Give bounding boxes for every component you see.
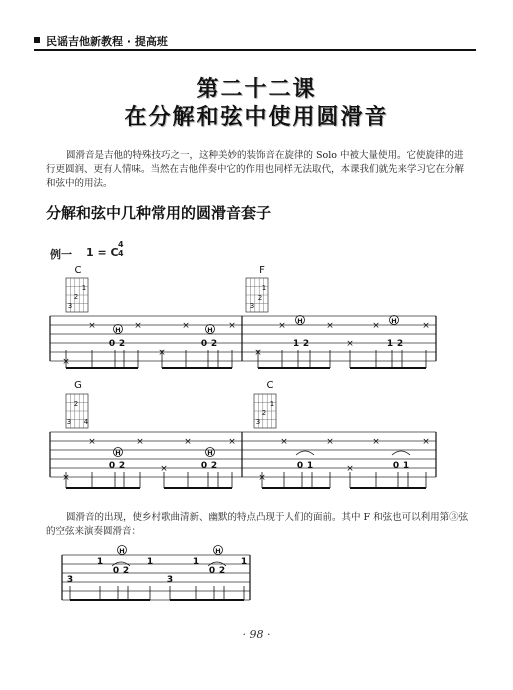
tab-row1-mute: × [278,321,286,331]
chord-diagram-f-finger: 3 [249,302,255,310]
tab-row1-mute: × [254,348,262,358]
chord-diagram-g-finger: 4 [83,418,89,426]
tab-row2-mute: × [88,437,96,447]
tab-fret-number: 0 [112,566,120,576]
tab-row1-mute: × [346,339,354,349]
chord-name-c2: C [266,380,274,391]
tab-fret-number: 0 [208,566,216,576]
chord-diagram-c2-finger: 2 [261,409,267,417]
tab-row2-mute: × [258,473,266,483]
tab-fret-number: 2 [302,339,310,349]
chord-diagram-c-finger: 1 [81,284,87,292]
tab-row2-mute: × [228,437,236,447]
key-signature: 1 = C [86,246,119,259]
hammer-on-r1d-letter: H [391,317,397,325]
tab-row2-mute: × [372,437,380,447]
tab-fret-number: 1 [146,557,154,567]
lesson-title: 在分解和弦中使用圆滑音 [124,105,389,130]
slur-r2b [392,451,410,455]
tab-fret-number: 0 [108,461,116,471]
tab-row1-mute: × [372,321,380,331]
tab-fret-number: 0 [108,339,116,349]
hammer-on-r1c-letter: H [297,317,303,325]
tab-row1-mute: × [134,321,142,331]
tab-row1-mute: × [422,321,430,331]
example-label: 例一 [50,248,72,261]
chord-diagram-c2-finger: 3 [255,418,261,426]
chord-diagram-f-finger: 2 [257,294,263,302]
tab-fret-number: 2 [218,566,226,576]
slur-r2a [296,451,314,455]
tab-fret-number: 0 [392,461,400,471]
tab-row2-mute: × [422,437,430,447]
time-signature-bottom: 4 [118,249,124,258]
page-number: · 98 · [242,628,271,641]
tab-fret-number: 2 [118,339,126,349]
tab-fret-number: 2 [122,566,130,576]
tab-row2-mute: × [326,437,334,447]
tab-fret-number: 0 [200,461,208,471]
tab-row1-mute: × [228,321,236,331]
tab-row1-mute: × [88,321,96,331]
chord-diagram-c2-finger: 1 [269,400,275,408]
tab-row2-mute: × [184,437,192,447]
tab-fret-number: 2 [118,461,126,471]
paragraph-two: 圆滑音的出现，使乡村歌曲清新、幽默的特点凸现于人们的面前。其中 F 和弦也可以利用第③弦的空弦来演奏圆滑音： [46,512,469,537]
chord-name-f: F [259,265,265,276]
tab-fret-number: 1 [192,557,200,567]
tab-row1-mute: × [158,348,166,358]
section-heading: 分解和弦中几种常用的圆滑音套子 [46,204,272,222]
tab-fret-number: 3 [166,575,174,585]
chord-diagram-c-finger: 2 [73,293,79,301]
tab-fret-number: 0 [296,461,304,471]
intro-paragraph: 圆滑音是吉他的特殊技巧之一，这种美妙的装饰音在旋律的 Solo 中被大量使用。它使旋律的进行更圆润、更有人情味。当然在吉他伴奏中它的作用也同样无法取代，本课我们就先来学习它在分解和弦中的用法。 [46,150,465,189]
hammer-on-r2a-letter: H [115,449,121,457]
chord-name-c: C [74,265,82,276]
music-layer [50,265,436,600]
tab-row1-mute: × [182,321,190,331]
tab-row2-mute: × [346,464,354,474]
tab-fret-number: 2 [210,461,218,471]
time-signature-top: 4 [118,240,124,249]
tab-fret-number: 3 [66,575,74,585]
hammer-on-r1b-letter: H [207,326,213,334]
tab-row2-mute: × [280,437,288,447]
tab-fret-number: 1 [386,339,394,349]
tab-row2-mute: × [62,473,70,483]
tab-row1-mute: × [62,357,70,367]
hammer-on-r3a-letter: H [119,547,125,555]
hammer-on-r3b-letter: H [215,547,221,555]
tab-fret-number: 1 [96,557,104,567]
tab-fret-number: 1 [240,557,248,567]
chord-diagram-g-finger: 2 [73,400,79,408]
chord-name-g: G [74,380,82,391]
tab-row2-mute: × [136,437,144,447]
tab-fret-number: 1 [402,461,410,471]
tab-fret-number: 1 [306,461,314,471]
running-header: 民谣吉他新教程 · 提高班 [46,35,168,48]
lesson-number: 第二十二课 [196,77,317,102]
hammer-on-r2b-letter: H [207,449,213,457]
chord-diagram-f-finger: 1 [261,284,267,292]
tab-fret-number: 2 [210,339,218,349]
chord-diagram-g-finger: 3 [66,418,72,426]
tab-fret-number: 1 [292,339,300,349]
tab-row1-mute: × [326,321,334,331]
hammer-on-r1a-letter: H [115,326,121,334]
tab-fret-number: 0 [200,339,208,349]
tab-fret-number: 2 [396,339,404,349]
tab-row2-mute: × [160,464,168,474]
chord-diagram-c-finger: 3 [67,302,73,310]
